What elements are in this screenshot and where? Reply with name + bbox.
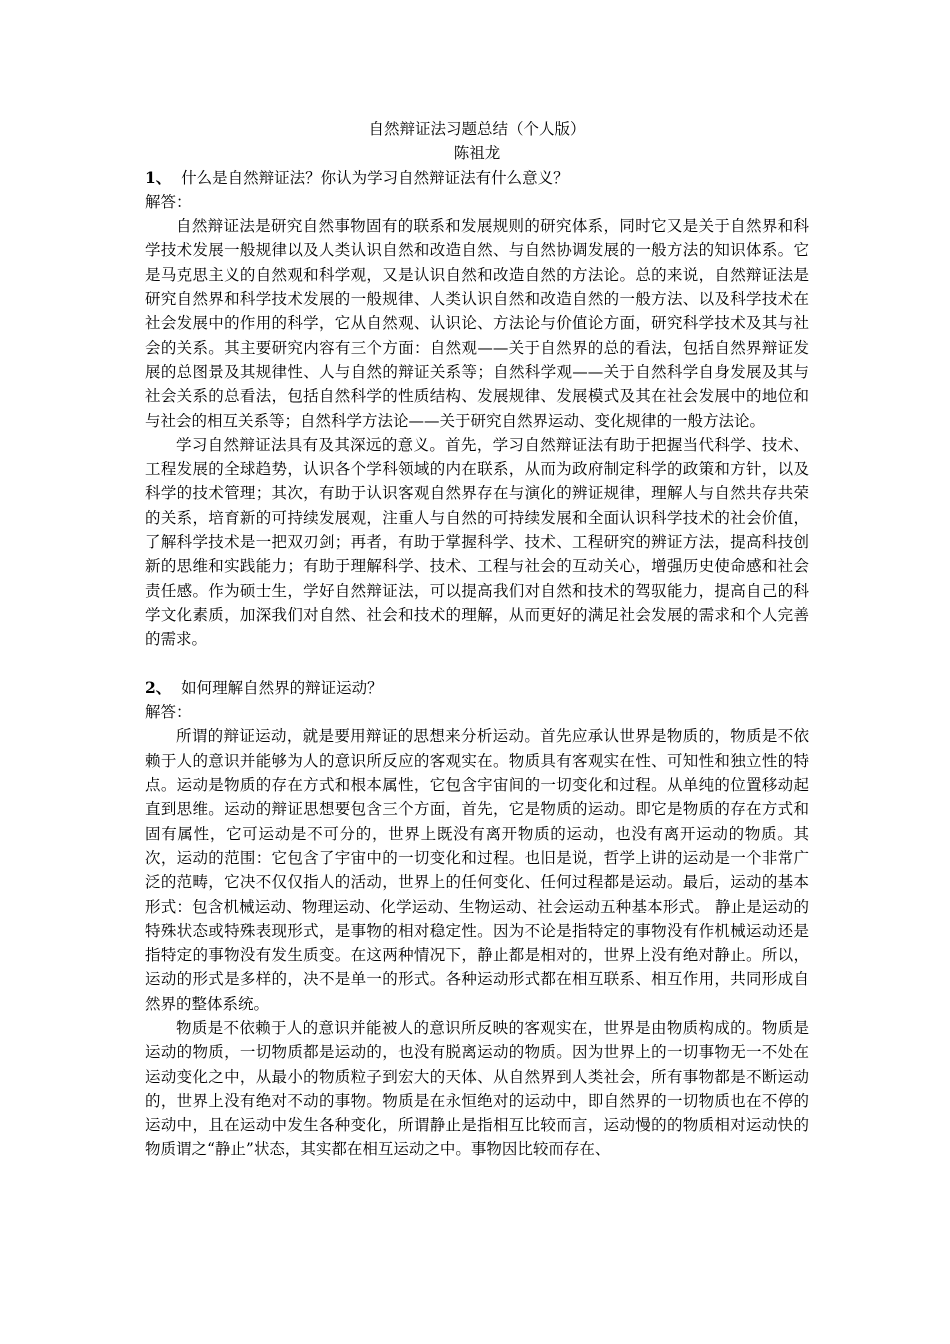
question-text: 什么是自然辩证法？你认为学习自然辩证法有什么意义？	[181, 168, 569, 187]
question-text: 如何理解自然界的辩证运动？	[181, 678, 383, 697]
document-title: 自然辩证法习题总结（个人版）	[368, 120, 586, 138]
answer-paragraph: 所谓的辩证运动，就是要用辩证的思想来分析运动。首先应承认世界是物质的，物质是不依赖于人的意识并能够为人的意识所反应的客观实在。物质具有客观实在性、可知性和独立性的特点。运动是物质的存在方式和根本属性，它包含宇宙间的一切变化和过程。从单纯的位置移动起直到思维。运动的辩证思想要包含三个方面，首先，它是物质的运动。即它是物质的存在方式和固有属性，它可运动是不可分的，世界上既没有离开物质的运动，也没有离开运动的物质。其次，运动的范围：它包含了宇宙中的一切变化和过程。也旧是说，哲学上讲的运动是一个非常广泛的范畴，它决不仅仅指人的活动，世界上的任何变化、任何过程都是运动。最后，运动的基本形式：包含机械运动、物理运动、化学运动、生物运动、社会运动五种基本形式。 静止是运动的特殊状态或特殊表现形式，是事物的相对稳定性。因为不论是指特定的事物没有作机械运动还是指特定的事物没有发生质变。在这两种情况下，静止都是相对的，世界上没有绝对静止。所以，运动的形式是多样的，决不是单一的形式。各种运动形式都在相互联系、相互作用，共同形成自然界的整体系统。	[145, 727, 809, 1013]
document-body	[145, 117, 809, 1162]
document-author: 陈祖龙	[453, 144, 501, 163]
blank-line	[145, 652, 809, 676]
question-1	[145, 166, 809, 190]
answer-paragraph: 物质是不依赖于人的意识并能被人的意识所反映的客观实在，世界是由物质构成的。物质是运动的物质，一切物质都是运动的，也没有脱离运动的物质。因为世界上的一切事物无一不处在运动变化之中，从最小的物质粒子到宏大的天体、从自然界到人类社会，所有事物都是不断运动的，世界上没有绝对不动的事物。物质是在永恒绝对的运动中，即自然界的一切物质也在不停的运动中，且在运动中发生各种变化，所谓静止是指相互比较而言，运动慢的的物质相对运动快的物质谓之“静止”状态，其实都在相互运动之中。事物因比较而存在、	[145, 1018, 809, 1159]
answer-label: 解答：	[145, 192, 192, 211]
answer-paragraph: 学习自然辩证法具有及其深远的意义。首先，学习自然辩证法有助于把握当代科学、技术、工程发展的全球趋势，认识各个学科领域的内在联系，从而为政府制定科学的政策和方针，以及科学的技术管理；其次，有助于认识客观自然界存在与演化的辨证规律，理解人与自然共存共荣的关系，培育新的可持续发展观，注重人与自然的可持续发展和全面认识科学技术的社会价值，了解科学技术是一把双刃剑；再者，有助于掌握科学、技术、工程研究的辨证方法，提高科技创新的思维和实践能力；有助于理解科学、技术、工程与社会的互动关心，增强历史使命感和社会责任感。作为硕士生，学好自然辩证法，可以提高我们对自然和技术的驾驭能力，提高自己的科学文化素质，加深我们对自然、社会和技术的理解，从而更好的满足社会发展的需求和个人完善的需求。	[145, 435, 809, 649]
answer-paragraph: 自然辩证法是研究自然事物固有的联系和发展规则的研究体系，同时它又是关于自然界和科学技术发展一般规律以及人类认识自然和改造自然、与自然协调发展的一般方法的知识体系。它是马克思主义的自然观和科学观，又是认识自然和改造自然的方法论。总的来说，自然辩证法是研究自然界和科学技术发展的一般规律、人类认识自然和改造自然的一般方法、以及科学技术在社会发展中的作用的科学，它从自然观、认识论、方法论与价值论方面，研究科学技术及其与社会的关系。其主要研究内容有三个方面：自然观——关于自然界的总的看法，包括自然界辩证发展的总图景及其规律性、人与自然的辩证关系等；自然科学观——关于自然科学自身发展及其与社会关系的总看法，包括自然科学的性质结构、发展规律、发展模式及其在社会发展中的地位和与社会的相互关系等；自然科学方法论——关于研究自然界运动、变化规律的一般方法论。	[145, 217, 809, 430]
question-number: 1、	[145, 167, 172, 187]
answer-label: 解答：	[145, 703, 192, 722]
question-number: 2、	[145, 677, 172, 697]
question-2	[145, 676, 809, 700]
